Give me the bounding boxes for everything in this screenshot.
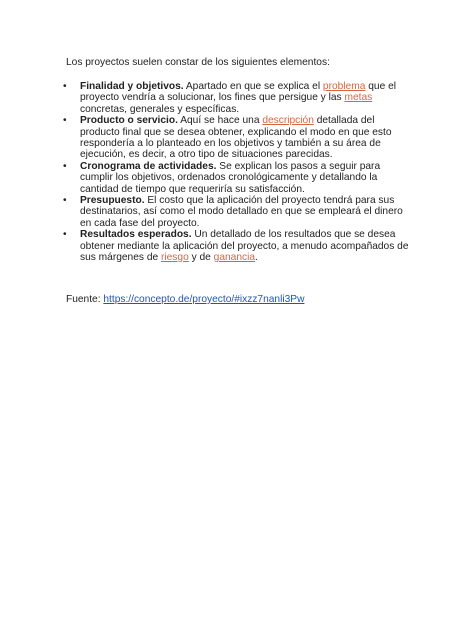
source-link[interactable]: https://concepto.de/proyecto/#ixzz7nanli3Pw xyxy=(103,294,305,305)
source-line xyxy=(66,294,304,306)
item-text: y de xyxy=(188,252,214,264)
bullet-icon: • xyxy=(63,195,67,207)
item-text: Apartado en que se explica el xyxy=(183,81,323,92)
intro-paragraph: Los proyectos suelen constar de los siguientes elementos: xyxy=(66,57,330,68)
bullet-icon: • xyxy=(63,229,67,241)
item-text: detallada del producto final que se desea obtener, explicando el modo en que esto respondería a lo planteado en los objetivos y también a su área de ejecución, es decir, a otro tipo de situaciones parecidas. xyxy=(80,115,392,161)
list-item-producto xyxy=(62,115,414,161)
item-term: Cronograma de actividades. xyxy=(80,160,217,172)
link-problema[interactable]: problema xyxy=(322,81,366,92)
elements-list xyxy=(62,81,414,264)
item-text: . xyxy=(255,252,258,264)
item-term: Resultados esperados. xyxy=(80,229,192,241)
link-metas[interactable]: metas xyxy=(344,92,373,104)
item-text: Un detallado de los resultados que se desea obtener mediante la aplicación del proyecto, a menudo acompañados de sus márgenes de xyxy=(80,229,409,264)
item-text: El costo que la aplicación del proyecto tendrá para sus destinatarios, así como el modo detallado en que se empleará el dinero en cada fase del proyecto. xyxy=(80,195,403,229)
bullet-icon: • xyxy=(63,115,67,127)
link-descripcion[interactable]: descripción xyxy=(262,115,314,127)
item-text: que el proyecto vendría a solucionar, los fines que persigue y las xyxy=(80,81,396,104)
bullet-icon: • xyxy=(63,160,67,172)
list-item-cronograma xyxy=(62,161,414,195)
item-term: Finalidad y objetivos. xyxy=(80,81,184,92)
link-riesgo[interactable]: riesgo xyxy=(160,252,189,264)
list-item-presupuesto xyxy=(62,195,414,229)
item-term: Presupuesto. xyxy=(80,195,145,207)
link-ganancia[interactable]: ganancia xyxy=(213,252,256,264)
item-text: concretas, generales y específicas. xyxy=(80,103,240,115)
item-text: Aquí se hace una xyxy=(177,115,263,127)
item-text: Se explican los pasos a seguir para cumplir los objetivos, ordenados cronológicamente y detallando la cantidad de tiempo que requeriría su satisfacción. xyxy=(80,160,381,195)
item-term: Producto o servicio. xyxy=(80,115,178,127)
bullet-icon: • xyxy=(63,81,67,92)
source-label: Fuente: xyxy=(66,294,104,305)
list-item-finalidad xyxy=(62,81,414,115)
list-item-resultados xyxy=(62,229,414,263)
